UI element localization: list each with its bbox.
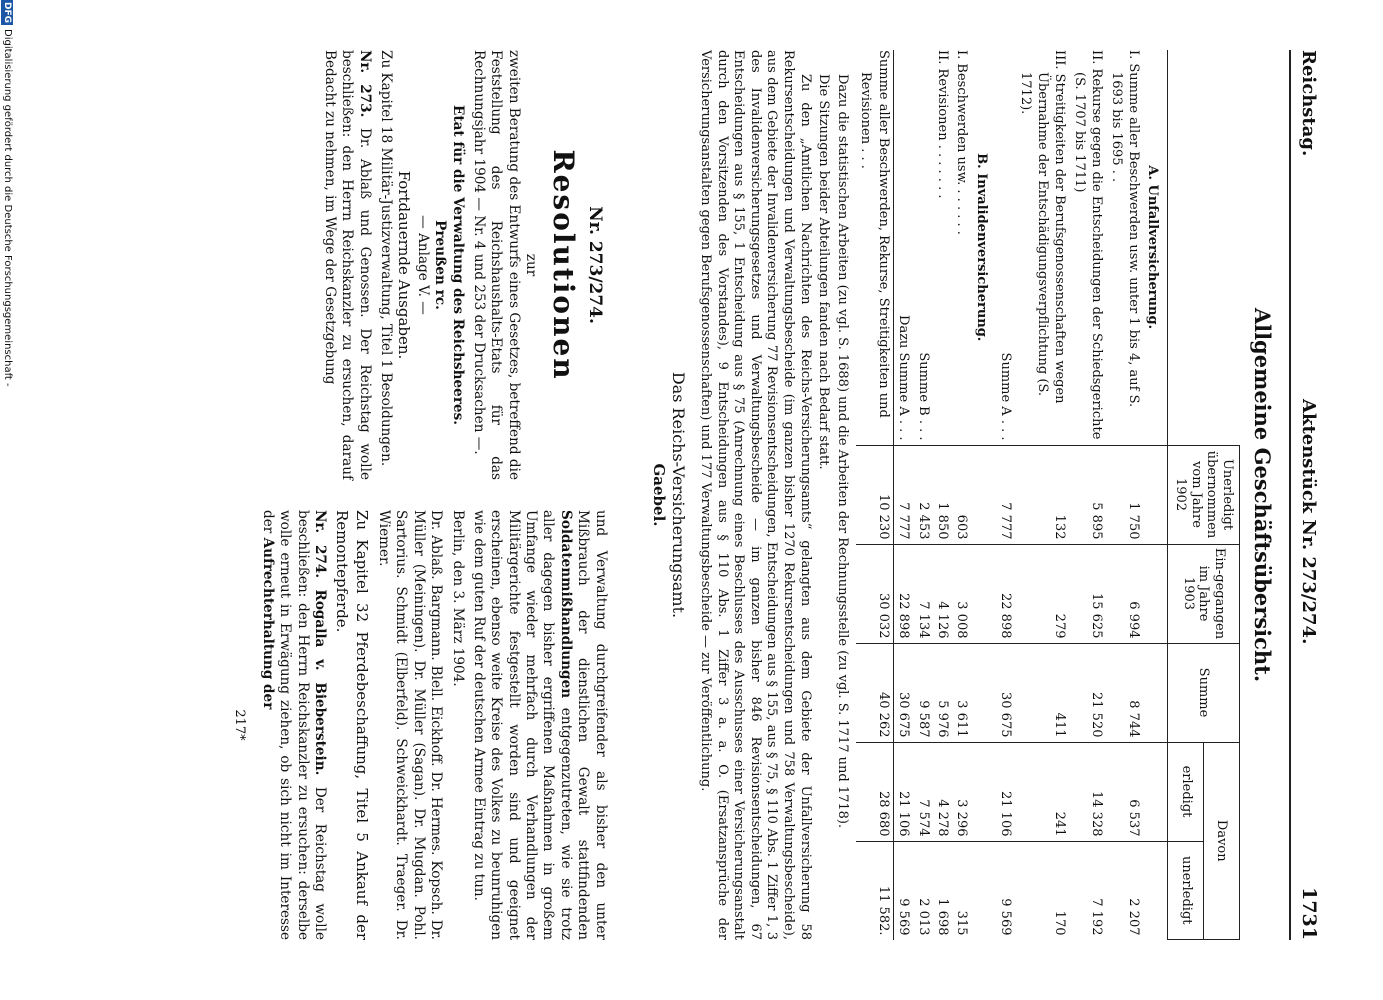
header-erledigt: erledigt: [1168, 742, 1204, 841]
cell: 6 994: [1106, 544, 1143, 643]
cell: 315: [952, 841, 971, 940]
header-unerledigt: unerledigt: [1168, 841, 1204, 940]
page-number: 1731: [1298, 887, 1320, 940]
cell: 2 207: [1106, 841, 1143, 940]
cell: 2 453: [913, 445, 932, 544]
cell: 7 777: [893, 445, 913, 544]
row-label: I. Summe aller Beschwerden usw. unter 1 bis 4, auf S. 1693 bis 1695 . .: [1108, 50, 1142, 408]
signature-name: Gaebel.: [649, 463, 668, 527]
table-row: [952, 50, 971, 940]
cell: 21 520: [1069, 643, 1106, 742]
cell: 4 278: [933, 742, 952, 841]
page-header: [1289, 50, 1321, 940]
document-page: [91, 50, 1321, 940]
kapitel-32-heading: Zu Kapitel 32 Pferdebeschaffung, Titel 5 Ankauf der Remontepferde.: [333, 510, 371, 940]
cell: 1 850: [933, 445, 952, 544]
cell: 5 895: [1069, 445, 1106, 544]
cell: 411: [1015, 643, 1069, 742]
cell: 21 106: [893, 742, 913, 841]
cell: 22 898: [893, 544, 913, 643]
table-row: [996, 50, 1015, 940]
cell: 4 126: [933, 544, 952, 643]
continuation-text-1: und Verwaltung durchgreifender als bisher den unter Mißbrauch der dienstlichen Gewalt stattfindenden: [575, 510, 609, 940]
cell: 1 750: [1106, 445, 1143, 544]
header-left: Reichstag.: [1297, 50, 1319, 157]
nr274-names: Rogalla v. Bieberstein.: [312, 589, 329, 776]
cell: 241: [1015, 742, 1069, 841]
cell: 132: [1015, 445, 1069, 544]
etat-heading: Etat für die Verwaltung des Reichsheeres.: [449, 104, 466, 426]
signers-list: Dr. Ablaß. Bargmann. Blell. Eickhoff. Dr. Hermes. Kopsch. Dr. Müller (Meiningen). Dr. Müller (Sagan). Dr. Mugdan. Pohl. Sartorius. Schmidt (Elberfeld). Schweickhardt. Traeger. Dr. Wiemer.: [375, 510, 445, 940]
cell: 3 008: [952, 544, 971, 643]
cell: 28 680: [856, 742, 893, 841]
resolution-number: Nr. 273/274.: [584, 206, 605, 324]
cell: 2 013: [913, 841, 932, 940]
cell: 30 675: [996, 643, 1015, 742]
nr273-number: Nr. 273.: [356, 50, 373, 118]
note-paragraph: Zu den „Amtlichen Nachrichten des Reichs-Versicherungsamts“ gelangten aus dem Gebiete der Unfallversicherung 58 Rekursentscheidungen und Verwaltungsbescheide (im ganzen bisher 1270 Rekursentscheidungen und 758 Verwaltungsbescheide), aus dem Gebiete der Invalidenversicherung 77 Revisionsentscheidungen, Entscheidungen aus § 155, aus § 75, § 110 Abs. 1 Ziffer 1, 3 des Invalidenversicherungsgesetzes und Verwaltungsbescheide — im ganzen bisher 846 Revisionsentscheidungen, 67 Entscheidungen aus § 155, 1 Entscheidung aus § 75 (Anrechnung eines Beschlusses des Ausschusses einer Versicherungsanstalt durch den Vorsitzenden des Vorstandes), 9 Entscheidungen aus § 110 Abs. 1 Ziffer 3 a. a. O. (Ersatzansprüche der Versicherungsanstalten gegen Berufsgenossenschaften) und 177 Verwaltungsbescheide — zur Veröffentlichung.: [697, 50, 813, 940]
fortdauernde-heading: Fortdauernde Ausgaben.: [395, 170, 414, 360]
note-paragraph: Die Sitzungen beider Abteilungen fanden nach Bedarf statt.: [816, 74, 832, 470]
anlage-label: — Anlage V. —: [414, 215, 431, 315]
table-row: [893, 50, 913, 940]
nr273-names: Dr. Ablaß und Genossen.: [356, 128, 373, 318]
two-column-body: [230, 50, 609, 940]
table-row: [856, 50, 893, 940]
section-b-heading: B. Invalidenversicherung.: [973, 153, 989, 342]
table-row: [1015, 50, 1069, 940]
kapitel-18-heading: Zu Kapitel 18 Militär-Justizverwaltung, Titel 1 Besoldungen.: [378, 50, 395, 467]
row-label: Summe A . . .: [998, 352, 1014, 441]
nr274-number: Nr. 274.: [312, 510, 329, 579]
cell: 7 134: [913, 544, 932, 643]
cell: 603: [952, 445, 971, 544]
signature-block: [649, 50, 689, 940]
nr274-emphasis: Aufrechterhaltung der: [260, 537, 277, 710]
header-eingegangen-1903: Ein-gegangen im Jahre 1903: [1168, 544, 1239, 643]
table-row: [1106, 50, 1143, 940]
cell: 8 744: [1106, 643, 1143, 742]
nr273-text: Der Reichstag wolle beschließen: den Herrn Reichskanzler zu ersuchen, darauf Bedacht zu nehmen, im Wege der Gesetzgebung: [321, 50, 373, 480]
cell: 170: [1015, 841, 1069, 940]
nr274-text: Der Reichstag wolle beschließen: den Herrn Reichskanzler zu ersuchen: derselbe wolle erneut in Erwägung ziehen, ob sich nicht im Interesse der: [260, 510, 329, 940]
digitization-text: Digitalisierung gefördert durch die Deutsche Forschungsgemeinschaft -: [2, 29, 13, 387]
cell: 7 777: [996, 445, 1015, 544]
table-header-row: [1204, 50, 1240, 940]
cell: 3 296: [952, 742, 971, 841]
row-label: I. Beschwerden usw. . . . . . .: [954, 50, 970, 235]
row-label: II. Rekurse gegen die Entscheidungen der Schiedsgerichte (S. 1707 bis 1711): [1071, 50, 1105, 440]
section-a-heading: A. Unfallversicherung.: [1145, 165, 1161, 330]
table-row: [1069, 50, 1106, 940]
row-label: Summe B . . .: [915, 352, 931, 441]
row-label: Summe aller Beschwerden, Rekurse, Streitigkeiten und Revisionen . . .: [856, 50, 893, 445]
header-davon: Davon: [1204, 742, 1240, 940]
cell: 21 106: [996, 742, 1015, 841]
sheet-signature-mark: 217*: [231, 709, 247, 741]
statistics-table: [856, 50, 1240, 940]
intro-paragraph: zweiten Beratung des Entwurfs eines Gesetzes, betreffend die Feststellung des Reichshaushalts-Etats für das Rechnungsjahr 1904 — Nr. 4 und 253 der Drucksachen —.: [470, 50, 522, 480]
cell: 15 625: [1069, 544, 1106, 643]
cell: 30 032: [856, 544, 893, 643]
cell: 1 698: [933, 841, 952, 940]
cell: 30 675: [893, 643, 913, 742]
cell: 3 611: [952, 643, 971, 742]
cell: 9 569: [893, 841, 913, 940]
cell: 10 230: [856, 445, 893, 544]
header-center: Aktenstück Nr. 273/274.: [1297, 399, 1319, 645]
cell: 11 582.: [856, 841, 893, 940]
cell: 40 262: [856, 643, 893, 742]
cell: 7 574: [913, 742, 932, 841]
section-row: [1143, 50, 1168, 940]
zur-label: zur: [523, 253, 540, 277]
continuation-text-2: entgegenzutreten, wie sie trotz aller dagegen bisher ergriffenen Maßnahmen in großem Umfange wieder mehrfach durch Verhandlungen der Militärgerichte festgestellt worden sind und geeignet erscheinen, ebenso weite Kreise des Volkes zu beunruhigen wie dem guten Ruf der deutschen Armee Eintrag zu tun.: [470, 510, 574, 940]
note-paragraph: Dazu die statistischen Arbeiten (zu vgl. S. 1688) und die Arbeiten der Rechnungsstelle (zu vgl. S. 1717 und 1718).: [834, 74, 850, 829]
place-date: Berlin, den 3. März 1904.: [449, 510, 466, 687]
cell: 9 587: [913, 643, 932, 742]
continuation-paragraph: [470, 510, 609, 940]
section-row: [971, 50, 995, 940]
resolutions-heading: Resolutionen: [546, 149, 580, 381]
notes-block: [696, 50, 850, 940]
cell: 14 328: [1069, 742, 1106, 841]
cell: 279: [1015, 544, 1069, 643]
row-label: II. Revisionen . . . . . . .: [934, 50, 950, 199]
right-column: [230, 510, 609, 940]
signature-role: Das Reichs-Versicherungsamt.: [669, 371, 689, 619]
overview-title: Allgemeine Geschäftsübersicht.: [1249, 307, 1275, 683]
continuation-emphasis: Soldatenmißhandlungen: [557, 510, 574, 699]
header-unerledigt-1902: Unerledigt übernommen vom Jahre 1902: [1168, 445, 1239, 544]
header-summe: Summe: [1168, 643, 1239, 742]
dfg-logo: DFG: [2, 2, 13, 24]
cell: 6 537: [1106, 742, 1143, 841]
row-label: Dazu Summe A . . .: [896, 315, 912, 441]
cell: 5 976: [933, 643, 952, 742]
left-column: [230, 50, 609, 480]
nr273-paragraph: [321, 50, 373, 480]
table-row: [933, 50, 952, 940]
cell: 7 192: [1069, 841, 1106, 940]
nr274-paragraph: [259, 510, 329, 940]
table-row: [913, 50, 932, 940]
row-label: III. Streitigkeiten der Berufsgenossenschaften wegen Übernahme der Entschädigungsverpflichtung (S. 1712).: [1017, 50, 1068, 404]
digitization-notice: [0, 0, 15, 1000]
cell: 22 898: [996, 544, 1015, 643]
preussen-heading: Preußen rc.: [432, 220, 449, 310]
cell: 9 569: [996, 841, 1015, 940]
